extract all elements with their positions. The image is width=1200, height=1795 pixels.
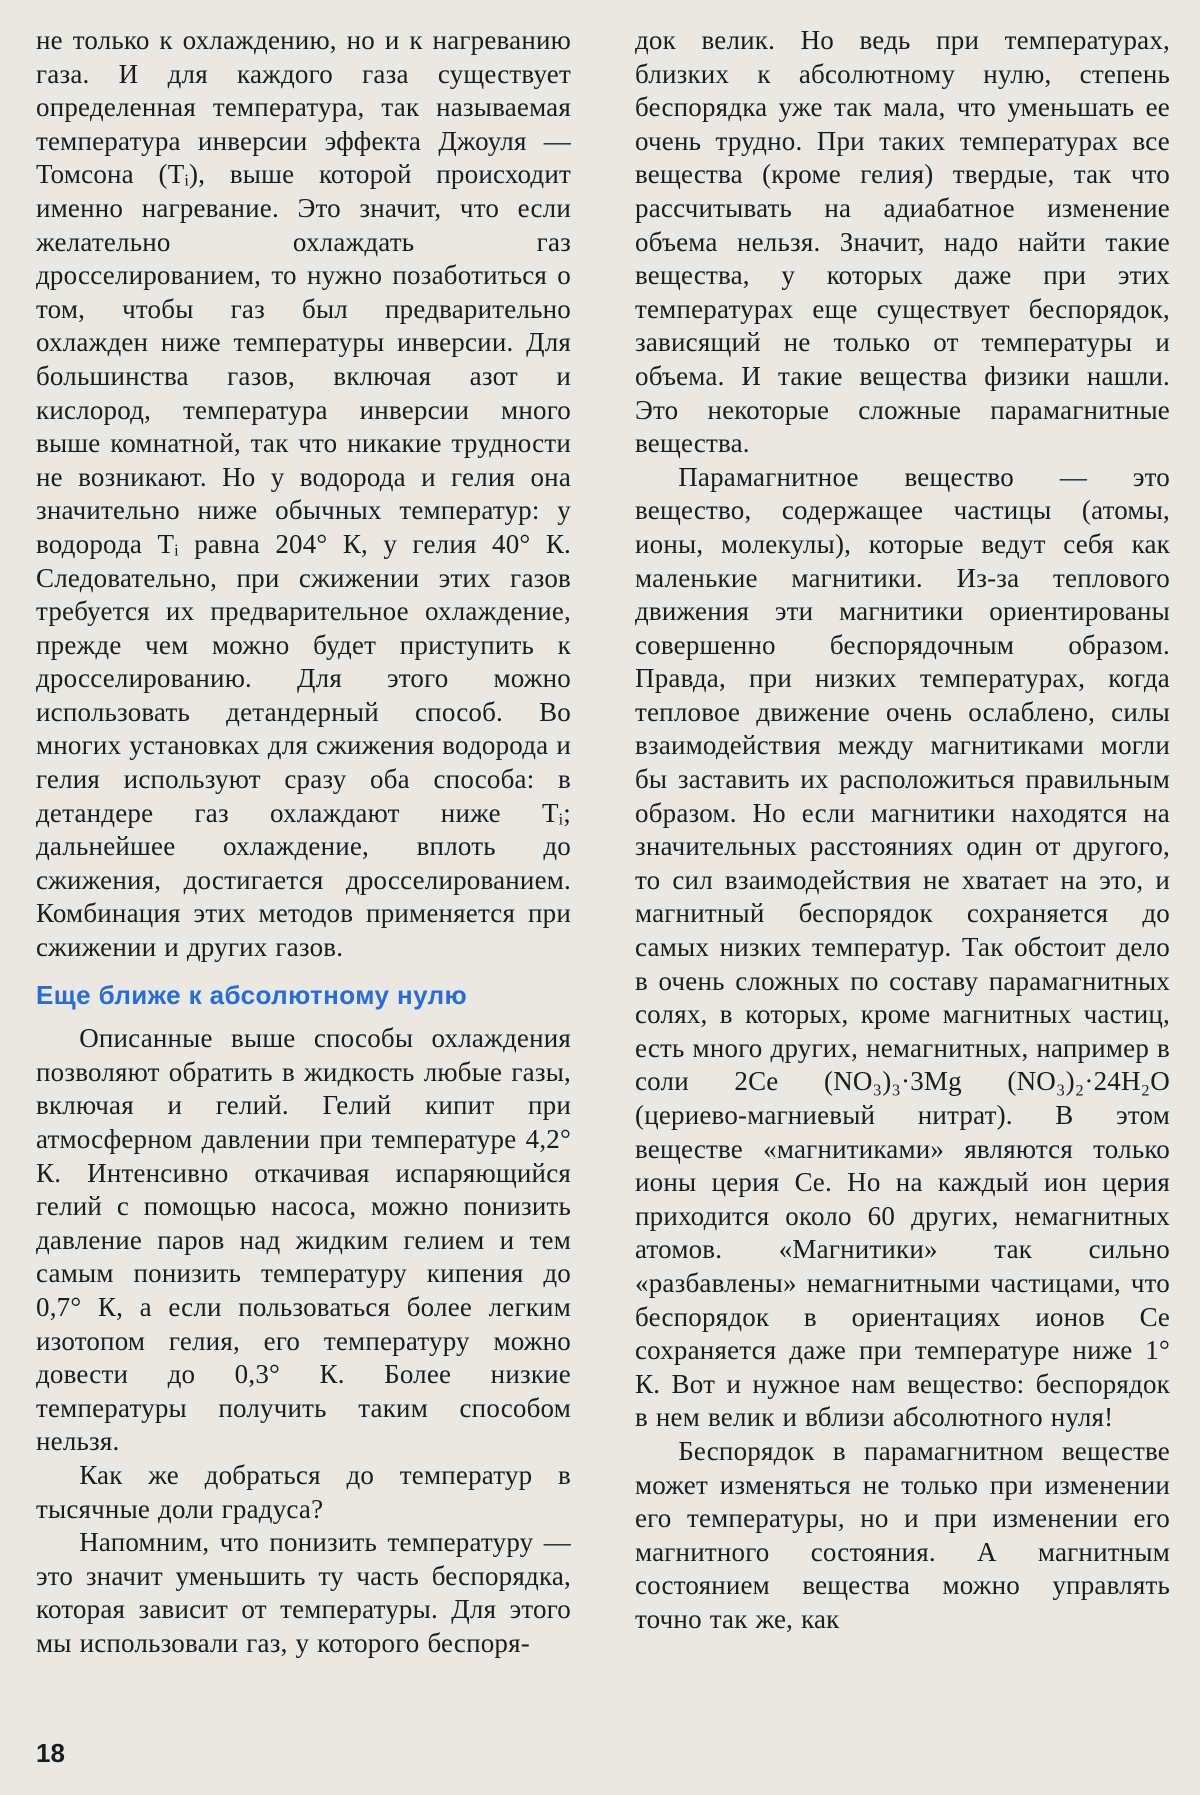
body-paragraph: не только к охлаждению, но и к нагреванию газа. И для каждого газа существует определенная температура, так называемая температура инверсии эффекта Джоуля — Томсона (Tᵢ), выше которой происходит именно нагревание. Это значит, что если желательно охлаждать газ дросселированием, то нужно позаботиться о том, чтобы газ был предварительно охлажден ниже температуры инверсии. Для большинства газов, включая азот и кислород, температура инверсии много выше комнатной, так что никакие трудности не возникают. Но у водорода и гелия она значительно ниже обычных температур: у водорода Tᵢ равна 204° К, у гелия 40° К. Следовательно, при сжижении этих газов требуется их предварительное охлаждение, прежде чем можно будет приступить к дросселированию. Для этого можно использовать детандерный способ. Во многих установках для сжижения водорода и гелия используют сразу оба способа: в детандере газ охлаждают ниже Tᵢ; дальнейшее охлаждение, вплоть до сжижения, достигается дросселированием. Комбинация этих методов применяется при сжижении и других газов. [36, 25, 571, 963]
body-paragraph: Описанные выше способы охлаждения позволяют обратить в жидкость любые газы, включая и гелий. Гелий кипит при атмосферном давлении при температуре 4,2° К. Интенсивно откачивая испаряющийся гелий с помощью насоса, можно понизить давление паров над жидким гелием и тем самым понизить температуру кипения до 0,7° К, а если пользоваться более легким изотопом гелия, его температуру можно довести до 0,3° К. Более низкие температуры получить таким способом нельзя. [36, 1023, 571, 1457]
body-paragraph: Напомним, что понизить температуру — это значит уменьшить ту часть беспорядка, которая зависит от температуры. Для этого мы использовали газ, у которого беспоря- [36, 1527, 571, 1658]
left-column [36, 24, 571, 1661]
body-paragraph: Беспорядок в парамагнитном веществе может изменяться не только при изменении его температуры, но и при изменении его магнитного состояния. А магнитным состоянием вещества можно управлять точно так же, как [635, 1435, 1170, 1634]
right-column [635, 24, 1170, 1661]
two-column-text-block [36, 24, 1170, 1661]
body-paragraph: Как же добраться до температур в тысячные доли градуса? [36, 1459, 571, 1524]
body-paragraph: Парамагнитное вещество — это вещество, содержащее частицы (атомы, ионы, молекулы), которые ведут себя как маленькие магнитики. Из-за теплового движения эти магнитики ориентированы совершенно беспорядочным образом. Правда, при низких температурах, когда тепловое движение очень ослаблено, силы взаимодействия между магнитиками могли бы заставить их расположиться правильным образом. Но если магнитики находятся на значительных расстояниях один от другого, то сил взаимодействия не хватает на это, и магнитный беспорядок сохраняется до самых низких температур. Так обстоит дело в очень сложных по составу парамагнитных солях, в которых, кроме магнитных частиц, есть много других, немагнитных, например в соли 2Ce (NO₃)₃·3Mg (NO₃)₂·24H₂O (цериево-магниевый нитрат). В этом веществе «магнитиками» являются только ионы церия Ce. Но на каждый ион церия приходится около 60 других, немагнитных атомов. «Магнитики» так сильно «разбавлены» немагнитными частицами, что беспорядок в ориентациях ионов Ce сохраняется даже при температуре ниже 1° К. Вот и нужное нам вещество: беспорядок в нем велик и вблизи абсолютного нуля! [635, 461, 1170, 1433]
section-heading: Еще ближе к абсолютному нулю [36, 979, 468, 1010]
body-paragraph: док велик. Но ведь при температурах, близких к абсолютному нулю, степень беспорядка уже так мала, что уменьшать ее очень трудно. При таких температурах все вещества (кроме гелия) твердые, так что рассчитывать на адиабатное изменение объема нельзя. Значит, надо найти такие вещества, у которых даже при этих температурах еще существует беспорядок, зависящий не только от температуры и объема. И такие вещества физики нашли. Это некоторые сложные парамагнитные вещества. [635, 25, 1170, 459]
page-number: 18 [36, 1738, 65, 1768]
